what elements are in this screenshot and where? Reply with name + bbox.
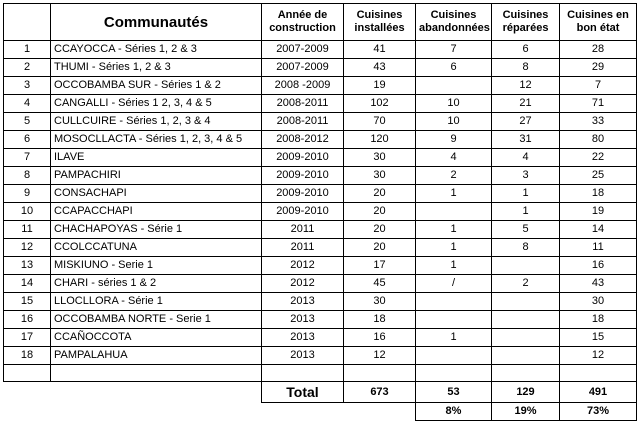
abandoned-count: 1 xyxy=(416,257,492,275)
repaired-count: 5 xyxy=(492,221,560,239)
blank-cell xyxy=(416,365,492,382)
table-row xyxy=(4,113,637,131)
good-state-count: 30 xyxy=(560,293,637,311)
installed-count: 12 xyxy=(344,347,416,365)
row-number: 1 xyxy=(4,41,51,59)
header-annee: Année de construction xyxy=(262,4,344,41)
community-name: ILAVE xyxy=(51,149,262,167)
table-row xyxy=(4,77,637,95)
header-bon-etat: Cuisines en bon état xyxy=(560,4,637,41)
good-state-count: 7 xyxy=(560,77,637,95)
good-state-count: 80 xyxy=(560,131,637,149)
abandoned-count: 7 xyxy=(416,41,492,59)
repaired-count xyxy=(492,293,560,311)
empty-cell xyxy=(51,403,262,421)
good-state-count: 22 xyxy=(560,149,637,167)
construction-year: 2009-2010 xyxy=(262,203,344,221)
good-state-count: 12 xyxy=(560,347,637,365)
row-number: 11 xyxy=(4,221,51,239)
header-abandonnees: Cuisines abandonnées xyxy=(416,4,492,41)
row-number: 13 xyxy=(4,257,51,275)
construction-year: 2008 -2009 xyxy=(262,77,344,95)
row-number: 3 xyxy=(4,77,51,95)
header-reparees: Cuisines réparées xyxy=(492,4,560,41)
installed-count: 30 xyxy=(344,293,416,311)
repaired-count: 4 xyxy=(492,149,560,167)
abandoned-count: 9 xyxy=(416,131,492,149)
empty-cell xyxy=(262,403,344,421)
good-state-count: 43 xyxy=(560,275,637,293)
installed-count: 20 xyxy=(344,239,416,257)
community-name: THUMI - Séries 1, 2 & 3 xyxy=(51,59,262,77)
community-name: LLOCLLORA - Série 1 xyxy=(51,293,262,311)
row-number: 10 xyxy=(4,203,51,221)
table-row xyxy=(4,167,637,185)
community-name: CANGALLI - Séries 1 2, 3, 4 & 5 xyxy=(51,95,262,113)
community-name: CHACHAPOYAS - Série 1 xyxy=(51,221,262,239)
table-row xyxy=(4,347,637,365)
construction-year: 2012 xyxy=(262,275,344,293)
installed-count: 45 xyxy=(344,275,416,293)
construction-year: 2009-2010 xyxy=(262,185,344,203)
empty-cell xyxy=(4,382,51,403)
community-name: CCAPACCHAPI xyxy=(51,203,262,221)
repaired-count: 1 xyxy=(492,185,560,203)
abandoned-count: / xyxy=(416,275,492,293)
construction-year: 2013 xyxy=(262,293,344,311)
blank-cell xyxy=(262,365,344,382)
row-number: 14 xyxy=(4,275,51,293)
construction-year: 2011 xyxy=(262,239,344,257)
row-number: 2 xyxy=(4,59,51,77)
good-state-count: 14 xyxy=(560,221,637,239)
community-name: CCOLCCATUNA xyxy=(51,239,262,257)
good-state-count: 25 xyxy=(560,167,637,185)
construction-year: 2009-2010 xyxy=(262,149,344,167)
installed-count: 20 xyxy=(344,221,416,239)
row-number: 8 xyxy=(4,167,51,185)
table-row xyxy=(4,275,637,293)
table-row xyxy=(4,59,637,77)
installed-count: 41 xyxy=(344,41,416,59)
community-name: PAMPALAHUA xyxy=(51,347,262,365)
good-state-count: 28 xyxy=(560,41,637,59)
repaired-count: 8 xyxy=(492,239,560,257)
construction-year: 2008-2011 xyxy=(262,113,344,131)
good-state-count: 19 xyxy=(560,203,637,221)
percent-row xyxy=(4,403,637,421)
good-state-count: 29 xyxy=(560,59,637,77)
repaired-count: 2 xyxy=(492,275,560,293)
community-name: CULLCUIRE - Séries 1, 2, 3 & 4 xyxy=(51,113,262,131)
repaired-count: 31 xyxy=(492,131,560,149)
repaired-count: 6 xyxy=(492,41,560,59)
installed-count: 70 xyxy=(344,113,416,131)
abandoned-count xyxy=(416,347,492,365)
table-row xyxy=(4,185,637,203)
abandoned-count: 4 xyxy=(416,149,492,167)
repaired-count: 21 xyxy=(492,95,560,113)
construction-year: 2011 xyxy=(262,221,344,239)
percent-bon-etat: 73% xyxy=(560,403,637,421)
construction-year: 2008-2011 xyxy=(262,95,344,113)
abandoned-count: 10 xyxy=(416,95,492,113)
abandoned-count: 1 xyxy=(416,185,492,203)
table-row xyxy=(4,293,637,311)
repaired-count: 1 xyxy=(492,203,560,221)
table-row xyxy=(4,41,637,59)
abandoned-count: 1 xyxy=(416,221,492,239)
repaired-count xyxy=(492,329,560,347)
community-name: CONSACHAPI xyxy=(51,185,262,203)
community-name: OCCOBAMBA SUR - Séries 1 & 2 xyxy=(51,77,262,95)
repaired-count: 3 xyxy=(492,167,560,185)
abandoned-count xyxy=(416,203,492,221)
table-row xyxy=(4,221,637,239)
abandoned-count: 1 xyxy=(416,239,492,257)
community-name: CHARI - séries 1 & 2 xyxy=(51,275,262,293)
repaired-count xyxy=(492,257,560,275)
percent-abandonnees: 8% xyxy=(416,403,492,421)
empty-cell xyxy=(344,403,416,421)
installed-count: 19 xyxy=(344,77,416,95)
percent-reparees: 19% xyxy=(492,403,560,421)
table-row xyxy=(4,311,637,329)
row-number: 7 xyxy=(4,149,51,167)
blank-cell xyxy=(492,365,560,382)
table-row xyxy=(4,149,637,167)
installed-count: 17 xyxy=(344,257,416,275)
installed-count: 20 xyxy=(344,203,416,221)
total-label: Total xyxy=(262,382,344,403)
construction-year: 2013 xyxy=(262,347,344,365)
community-name: PAMPACHIRI xyxy=(51,167,262,185)
total-installees: 673 xyxy=(344,382,416,403)
total-row xyxy=(4,382,637,403)
construction-year: 2013 xyxy=(262,329,344,347)
total-abandonnees: 53 xyxy=(416,382,492,403)
construction-year: 2007-2009 xyxy=(262,59,344,77)
abandoned-count xyxy=(416,293,492,311)
construction-year: 2013 xyxy=(262,311,344,329)
table-row xyxy=(4,239,637,257)
abandoned-count: 2 xyxy=(416,167,492,185)
repaired-count: 8 xyxy=(492,59,560,77)
total-bon-etat: 491 xyxy=(560,382,637,403)
community-name: CCAÑOCCOTA xyxy=(51,329,262,347)
blank-cell xyxy=(4,365,51,382)
total-reparees: 129 xyxy=(492,382,560,403)
row-number: 5 xyxy=(4,113,51,131)
header-installees: Cuisines installées xyxy=(344,4,416,41)
community-name: OCCOBAMBA NORTE - Serie 1 xyxy=(51,311,262,329)
header-communautes: Communautés xyxy=(51,4,262,41)
empty-cell xyxy=(51,382,262,403)
community-name: MOSOCLLACTA - Séries 1, 2, 3, 4 & 5 xyxy=(51,131,262,149)
community-name: MISKIUNO - Serie 1 xyxy=(51,257,262,275)
abandoned-count: 1 xyxy=(416,329,492,347)
repaired-count xyxy=(492,347,560,365)
good-state-count: 11 xyxy=(560,239,637,257)
community-name: CCAYOCCA - Séries 1, 2 & 3 xyxy=(51,41,262,59)
good-state-count: 18 xyxy=(560,311,637,329)
abandoned-count: 10 xyxy=(416,113,492,131)
row-number: 4 xyxy=(4,95,51,113)
row-number: 15 xyxy=(4,293,51,311)
installed-count: 120 xyxy=(344,131,416,149)
installed-count: 102 xyxy=(344,95,416,113)
blank-cell xyxy=(51,365,262,382)
row-number: 12 xyxy=(4,239,51,257)
row-number: 18 xyxy=(4,347,51,365)
good-state-count: 71 xyxy=(560,95,637,113)
table-row xyxy=(4,131,637,149)
construction-year: 2007-2009 xyxy=(262,41,344,59)
row-number: 16 xyxy=(4,311,51,329)
installed-count: 18 xyxy=(344,311,416,329)
table-row xyxy=(4,329,637,347)
installed-count: 20 xyxy=(344,185,416,203)
construction-year: 2009-2010 xyxy=(262,167,344,185)
table-row xyxy=(4,95,637,113)
good-state-count: 18 xyxy=(560,185,637,203)
blank-cell xyxy=(344,365,416,382)
kitchens-table xyxy=(3,3,637,421)
blank-row xyxy=(4,365,637,382)
good-state-count: 33 xyxy=(560,113,637,131)
header-row xyxy=(4,4,637,41)
repaired-count: 27 xyxy=(492,113,560,131)
installed-count: 30 xyxy=(344,167,416,185)
row-number: 6 xyxy=(4,131,51,149)
good-state-count: 15 xyxy=(560,329,637,347)
abandoned-count xyxy=(416,311,492,329)
abandoned-count: 6 xyxy=(416,59,492,77)
row-number: 9 xyxy=(4,185,51,203)
installed-count: 30 xyxy=(344,149,416,167)
installed-count: 43 xyxy=(344,59,416,77)
blank-cell xyxy=(560,365,637,382)
good-state-count: 16 xyxy=(560,257,637,275)
construction-year: 2008-2012 xyxy=(262,131,344,149)
empty-cell xyxy=(4,403,51,421)
repaired-count: 12 xyxy=(492,77,560,95)
construction-year: 2012 xyxy=(262,257,344,275)
installed-count: 16 xyxy=(344,329,416,347)
abandoned-count xyxy=(416,77,492,95)
row-number: 17 xyxy=(4,329,51,347)
table-row xyxy=(4,257,637,275)
header-num xyxy=(4,4,51,41)
repaired-count xyxy=(492,311,560,329)
table-row xyxy=(4,203,637,221)
